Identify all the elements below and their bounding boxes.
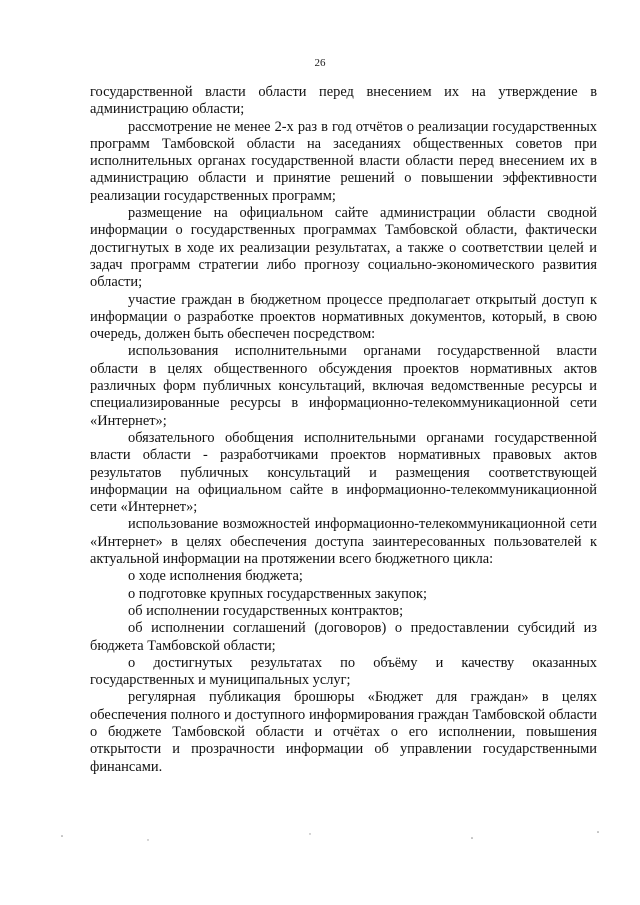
paragraph: государственной власти области перед внесением их на утверждение в администрацию области;	[90, 84, 597, 118]
scan-speck	[61, 835, 63, 837]
paragraph: использование возможностей информационно-телекоммуникационной сети «Интернет» в целях обеспечения доступа заинтересованных пользователей к актуальной информации на протяжении всего бюджетного цикла:	[90, 516, 597, 568]
paragraph: размещение на официальном сайте администрации области сводной информации о государственных программах Тамбовской области, фактически достигнутых в ходе их реализации результатах, а также о соответствии целей и задач программ стратегии либо прогнозу социально-экономического развития области;	[90, 205, 597, 291]
list-item: о подготовке крупных государственных закупок;	[128, 585, 427, 602]
list-item: об исполнении соглашений (договоров) о предоставлении субсидий из бюджета Тамбовской области;	[90, 620, 597, 654]
scan-speck	[597, 831, 599, 833]
paragraph: рассмотрение не менее 2-х раз в год отчётов о реализации государственных программ Тамбовской области на заседаниях общественных советов при исполнительных органах государственной власти области перед внесением их в администрацию области и принятие решений о повышении эффективности реализации государственных программ;	[90, 118, 597, 204]
paragraph: регулярная публикация брошюры «Бюджет для граждан» в целях обеспечения полного и доступного информирования граждан Тамбовской области о бюджете Тамбовской области и отчётах о его исполнении, повышения открытости и прозрачности информации об управлении государственными финансами.	[90, 689, 597, 775]
paragraph: участие граждан в бюджетном процессе предполагает открытый доступ к информации о разработке проектов нормативных документов, который, в свою очередь, должен быть обеспечен посредством:	[90, 291, 597, 343]
paragraph: использования исполнительными органами государственной власти области в целях общественного обсуждения проектов нормативных актов различных форм публичных консультаций, включая ведомственные ресурсы и специализированные ресурсы в информационно-телекоммуникационной сети «Интернет»;	[90, 343, 597, 429]
list-item: о достигнутых результатах по объёму и качеству оказанных государственных и муниципальных услуг;	[90, 654, 597, 689]
page-number: 26	[314, 57, 326, 69]
scan-speck	[309, 833, 310, 834]
scan-speck	[471, 837, 473, 839]
document-body	[90, 84, 597, 776]
paragraph: обязательного обобщения исполнительными органами государственной власти области - разработчиками проектов нормативных правовых актов результатов публичных консультаций и размещения соответствующей информации на официальном сайте в информационно-телекоммуникационной сети «Интернет»;	[90, 429, 597, 516]
scan-speck	[147, 839, 148, 840]
list-item: о ходе исполнения бюджета;	[128, 568, 303, 585]
list-item: об исполнении государственных контрактов;	[128, 602, 404, 619]
